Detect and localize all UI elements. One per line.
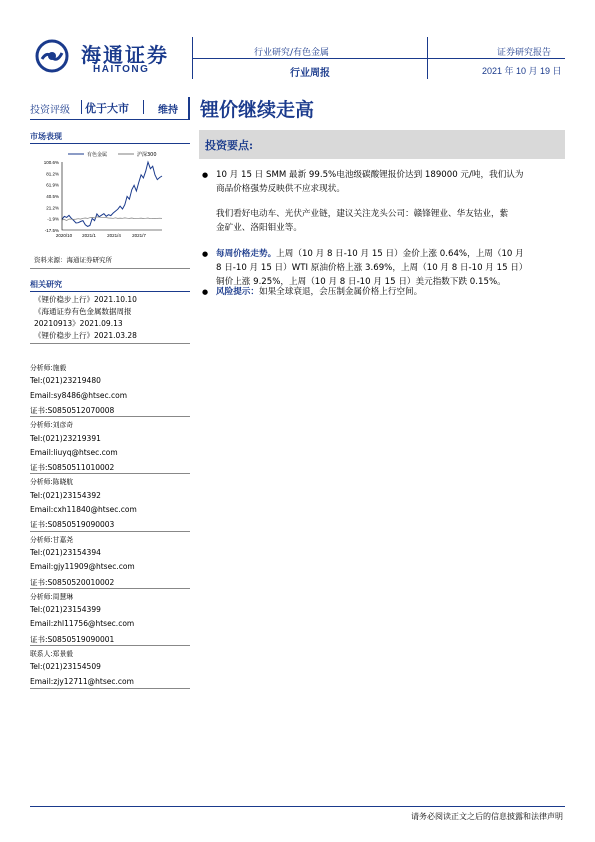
analyst-tel: Tel:(021)23219391 [30, 433, 101, 443]
analyst-email[interactable]: Email:cxh11840@htsec.com [30, 505, 137, 514]
analyst-separator [30, 416, 190, 417]
analyst-name: 联系人:郑景毅 [30, 650, 74, 658]
y-tick-label: -17.5% [44, 228, 59, 233]
analyst-cert: 证书:S0850511010002 [30, 463, 115, 473]
kp-p3-line1-text: 上周（10 月 8 日-10 月 15 日）金价上涨 0.64%，上周（10 月 [276, 249, 524, 259]
analyst-cert: 证书:S0850520010002 [30, 577, 115, 587]
report-series: 证券研究报告 [497, 48, 552, 58]
related-item-1[interactable]: 《锂价稳步上行》2021.10.10 [34, 295, 137, 304]
y-tick-label: 21.2% [46, 205, 59, 211]
kp-p3-line1 [216, 247, 524, 262]
legend-label: 沪深300 [137, 152, 157, 158]
kp-p4-text: 如果全球衰退，会压制金属价格上行空间。 [258, 287, 423, 297]
bullet-dot-3: ● [202, 288, 209, 296]
haitong-emblem-icon [35, 39, 69, 73]
analyst-separator [30, 531, 190, 532]
kp-p3-line2: 8 日-10 月 15 日）WTI 原油价格上涨 3.69%，上周（10 月 8 日-10 月 15 日） [216, 263, 528, 273]
kp-p2-line2: 金矿业、洛阳钼业等。 [216, 223, 302, 233]
rating-sep-1 [81, 100, 82, 114]
analyst-email[interactable]: Email:zhl11756@htsec.com [30, 619, 135, 629]
series-line-1 [62, 217, 162, 221]
key-points-banner [199, 130, 565, 159]
chart-source: 资料来源：海通证券研究所 [34, 256, 112, 264]
market-heading: 市场表现 [30, 132, 62, 141]
analyst-separator [30, 473, 190, 474]
y-tick-label: 40.5% [46, 194, 59, 199]
x-tick-label: 2021/1 [82, 233, 96, 238]
y-tick-label: 61.9% [46, 182, 59, 188]
x-tick-label: 2020/10 [55, 233, 73, 238]
footer-disclaimer: 请务必阅读正文之后的信息披露和法律声明 [411, 812, 563, 821]
analyst-tel: Tel:(021)23154399 [30, 605, 101, 615]
y-tick-label: 81.2% [46, 171, 59, 177]
analyst-name: 分析师:施毅 [30, 364, 67, 372]
kp-p2-line1: 我们看好电动车、光伏产业链，建议关注龙头公司：赣锋锂业、华友钴业，紫 [216, 209, 509, 219]
analyst-name: 分析师:陈晓航 [30, 478, 74, 487]
report-category: 行业研究/有色金属 [254, 48, 330, 58]
x-tick-label: 2021/7 [132, 233, 146, 238]
analyst-cert: 证书:S0850512070008 [30, 405, 115, 415]
rating-action: 维持 [158, 105, 178, 116]
kp-p1-line1: 10 月 15 日 SMM 最新 99.5%电池级碳酸锂报价达到 189000 元/吨，我们认为 [216, 170, 524, 180]
analyst-separator [30, 588, 190, 589]
chart-axes [62, 162, 162, 230]
rating-underline [30, 119, 190, 120]
header-middle-rule [192, 58, 565, 59]
report-date: 2021 年 10 月 19 日 [482, 66, 562, 76]
related-heading: 相关研究 [30, 280, 62, 289]
rating-bar [30, 97, 190, 117]
rating-value: 优于大市 [85, 102, 129, 115]
analyst-email[interactable]: Email:zjy12711@htsec.com [30, 676, 134, 686]
related-bottom-rule [30, 343, 190, 344]
analyst-name: 分析师:刘彦奇 [30, 421, 74, 430]
report-title: 锂价继续走高 [200, 99, 315, 121]
related-item-3[interactable]: 《锂价稳步上行》2021.03.28 [34, 331, 137, 340]
x-tick-label: 2021/4 [107, 233, 121, 238]
haitong-logo [35, 37, 190, 77]
related-item-2-cont[interactable]: 20210913》2021.09.13 [34, 319, 123, 328]
analyst-name: 分析师:甘嘉尧 [30, 535, 74, 544]
rating-label: 投资评级 [30, 105, 70, 116]
series-line-0 [62, 162, 162, 226]
kp-p3-line3: 铜价上涨 9.25%，上周（10 月 8 日-10 月 15 日）美元指数下跌 0.15%。 [216, 277, 506, 287]
rating-sep-2 [143, 100, 144, 114]
logo-text-en: HAITONG [93, 64, 150, 75]
y-tick-label: -1.9% [47, 216, 59, 222]
analyst-cert: 证书:S0850519090003 [30, 520, 115, 530]
analyst-separator [30, 688, 190, 689]
related-item-2[interactable]: 《海通证券有色金属数据周报 [34, 307, 132, 316]
analyst-cert: 证书:S0850519090001 [30, 634, 115, 644]
analyst-separator [30, 645, 190, 646]
bullet-dot-1: ● [202, 171, 209, 179]
legend-label: 有色金属 [87, 152, 108, 158]
analyst-email[interactable]: Email:sy8486@htsec.com [30, 390, 128, 400]
market-rule [30, 143, 190, 144]
analyst-email[interactable]: Email:gjy11909@htsec.com [30, 562, 135, 572]
analyst-name: 分析师:周慧琳 [30, 592, 74, 601]
kp-p4-label: 风险提示： [216, 287, 259, 297]
kp-p1-line2: 商品价格强势反映供不应求现状。 [216, 184, 345, 194]
footer-rule [30, 806, 565, 807]
source-rule [30, 268, 190, 269]
bullet-dot-2: ● [202, 250, 209, 258]
rating-right-bar [188, 97, 190, 119]
analyst-tel: Tel:(021)23154509 [30, 662, 101, 672]
y-tick-label: 100.6% [43, 160, 59, 165]
analyst-tel: Tel:(021)23154392 [30, 490, 101, 500]
key-points-heading: 投资要点: [205, 139, 254, 152]
market-performance-chart [30, 148, 190, 248]
analyst-email[interactable]: Email:liuyq@htsec.com [30, 447, 118, 457]
related-rule [30, 291, 190, 292]
report-type: 行业周报 [290, 68, 330, 79]
logo-text-cn: 海通证券 [81, 43, 169, 67]
analyst-tel: Tel:(021)23154394 [30, 547, 101, 557]
analyst-tel: Tel:(021)23219480 [30, 376, 101, 386]
kp-p3-label: 每周价格走势。 [216, 249, 277, 259]
kp-p4 [216, 285, 422, 300]
